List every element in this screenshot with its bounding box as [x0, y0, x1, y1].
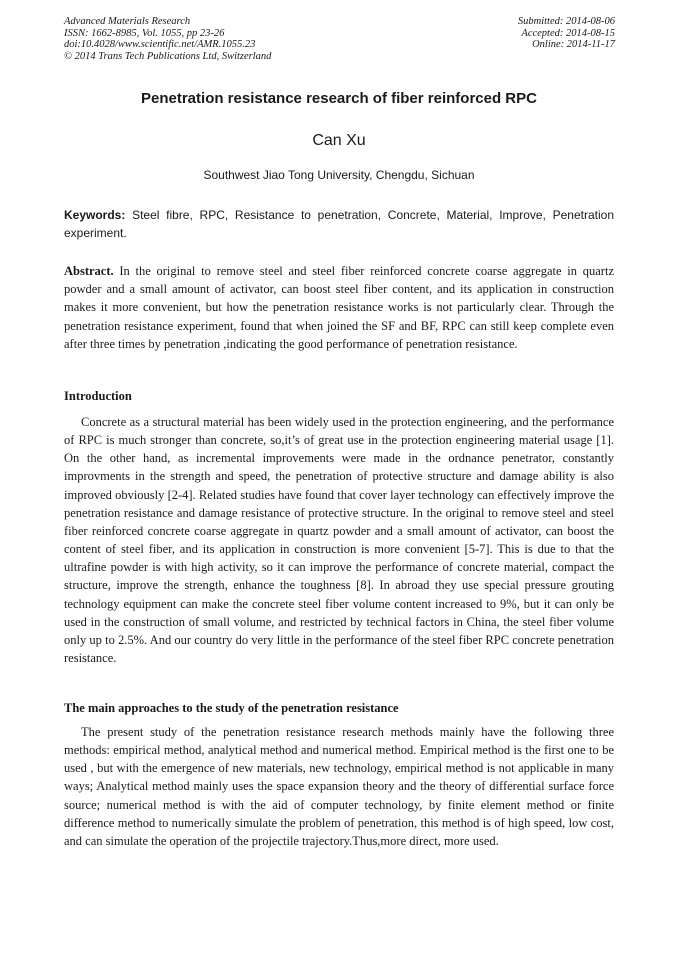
online-date: Online: 2014-11-17 — [532, 39, 615, 50]
keywords-text: Steel fibre, RPC, Resistance to penetration, Concrete, Material, Improve, Penetration experiment. — [64, 208, 614, 240]
introduction-paragraph: Concrete as a structural material has been widely used in the protection engineering, and the performance of RPC is much stronger than concrete, so,it’s of great use in the protection engineering material usage [1]. On the other hand, as incremental improvements were made in the ordnance penetrator, constantly improvments in the strength and speed, the penetration of protective structure and damage ability is also improved obviously [2-4]. Related studies have found that cover layer technology can effectively improve the penetration resistance and damage resistance of protective structure. In the original to remove steel and steel fiber reinforced concrete coarse aggregate in quartz powder and a small amount of activator, can boost the content of steel fiber, and its application in construction is more convenient [5-7]. This is due to that the ultrafine powder is with high activity, so it can improve the performance of concrete material, compact the structure, improve the strength, enhance the toughness [8]. In abroad they use special pressure grouting technology equipment can make the concrete steel fiber volume content increased to 9%, but it can only be used in the construction of small volume, and restricted by technical factors in China, the steel fiber volume only up to 2.5%. And our country do very little in the performance of the steel fiber RPC concrete penetration resistance. — [64, 415, 614, 666]
abstract-label: Abstract. — [64, 264, 114, 278]
abstract-text: In the original to remove steel and steel fiber reinforced concrete coarse aggregate in quartz powder and a small amount of activator, can boost steel fiber content, and its application in construction makes it more convenient, but how the penetration resistance works is not particularly clear. Through the penetration resistance experiment, found that when joined the SF and BF, RPC can still keep complete even after three times by penetration ,indicating the good performance of penetration resistance. — [64, 264, 614, 351]
author-affiliation: Southwest Jiao Tong University, Chengdu, Sichuan — [203, 168, 475, 182]
introduction-heading: Introduction — [64, 389, 132, 403]
header-publication-info — [64, 16, 271, 62]
approaches-heading: The main approaches to the study of the penetration resistance — [64, 701, 399, 715]
keywords-label: Keywords: — [64, 208, 126, 222]
header-dates — [518, 16, 615, 51]
approaches-paragraph: The present study of the penetration resistance research methods mainly have the following three methods: empirical method, analytical method and numerical method. Empirical method is the first one to be used , but with the emergence of new materials, new technology, empirical method is not applicable in many ways; Analytical method mainly uses the space expansion theory and the theory of differential surface force source; numerical method is with the aid of computer technology, by finite element method or finite difference method to numerically simulate the problem of penetration, this method is of high speed, low cost, and can simulate the operation of the projectile trajectory.Thus,more direct, more used. — [64, 725, 614, 848]
accepted-date: Accepted: 2014-08-15 — [521, 27, 615, 39]
issn-line: ISSN: 1662-8985, Vol. 1055, pp 23-26 — [64, 27, 225, 39]
author-name: Can Xu — [312, 132, 366, 149]
paper-title: Penetration resistance research of fiber reinforced RPC — [141, 90, 537, 107]
copyright-line: © 2014 Trans Tech Publications Ltd, Switzerland — [64, 50, 272, 62]
keywords-block — [64, 206, 614, 242]
journal-name: Advanced Materials Research — [64, 16, 191, 27]
doi-line: doi:10.4028/www.scientific.net/AMR.1055.23 — [64, 39, 256, 50]
submitted-date: Submitted: 2014-08-06 — [517, 16, 615, 27]
abstract-block — [64, 262, 614, 353]
